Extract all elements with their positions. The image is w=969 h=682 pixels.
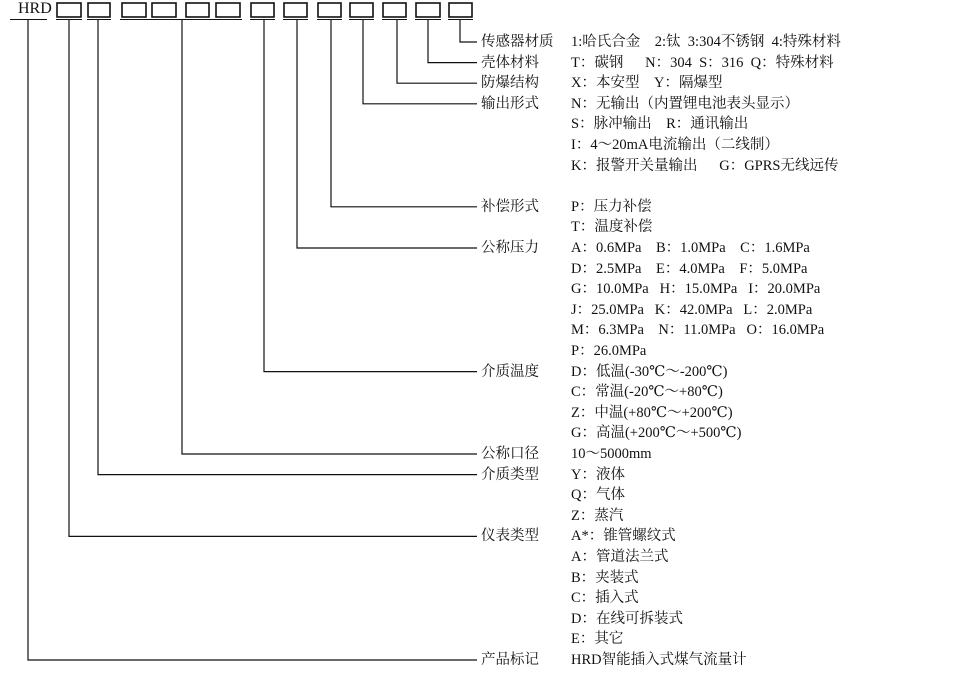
option-line: C：常温(-20℃～+80℃): [571, 384, 723, 401]
option-line: 1:哈氏合金 2:钛 3:304不锈钢 4:特殊材料: [571, 34, 841, 50]
option-line: D：在线可拆装式: [571, 610, 683, 627]
option-line: A：管道法兰式: [571, 549, 669, 565]
option-line: HRD智能插入式煤气流量计: [571, 652, 747, 668]
field-label: 介质温度: [481, 363, 539, 380]
option-line: N：无输出（内置锂电池表头显示）: [571, 95, 799, 112]
field-label: 补偿形式: [481, 198, 539, 215]
option-line: T：碳钢 N：304 S：316 Q：特殊材料: [571, 54, 834, 71]
connector-0: [460, 20, 477, 42]
code-box: [449, 3, 472, 17]
code-box: [416, 3, 440, 17]
option-line: P：26.0MPa: [571, 343, 647, 359]
field-label: 介质类型: [481, 466, 539, 483]
option-line: T：温度补偿: [571, 219, 653, 236]
option-line: A*：锥管螺纹式: [571, 528, 676, 545]
connector-5: [297, 20, 477, 248]
option-line: S：脉冲输出 R：通讯输出: [571, 116, 749, 133]
field-label: 防爆结构: [481, 75, 539, 92]
connector-8: [98, 20, 477, 475]
connector-1: [428, 20, 477, 63]
code-box: [216, 3, 240, 17]
connector-9: [69, 20, 477, 536]
option-line: G：10.0MPa H：15.0MPa I：20.0MPa: [571, 281, 821, 298]
option-line: X：本安型 Y：隔爆型: [571, 75, 723, 92]
model-prefix: HRD: [18, 0, 52, 17]
option-line: Z：中温(+80℃～+200℃): [571, 404, 733, 421]
code-box: [122, 3, 146, 17]
field-label: 公称压力: [481, 240, 539, 256]
field-label: 仪表类型: [481, 528, 539, 545]
field-label: 公称口径: [481, 446, 539, 462]
option-line: A：0.6MPa B：1.0MPa C：1.6MPa: [571, 240, 810, 256]
option-line: M：6.3MPa N：11.0MPa O：16.0MPa: [571, 322, 825, 339]
option-line: G：高温(+200℃～+500℃): [571, 425, 742, 442]
option-line: C：插入式: [571, 590, 639, 607]
connector-7: [182, 20, 477, 454]
option-line: P：压力补偿: [571, 198, 652, 215]
code-box: [383, 3, 406, 17]
option-line: Q：气体: [571, 487, 625, 504]
connector-6: [264, 20, 477, 372]
code-box: [57, 3, 81, 17]
code-box: [88, 3, 110, 17]
connector-4: [331, 20, 477, 207]
option-line: K：报警开关量输出 G：GPRS无线远传: [571, 157, 839, 174]
connector-2: [397, 20, 477, 83]
field-label: 传感器材质: [481, 34, 554, 50]
option-line: D：低温(-30℃～-200℃): [571, 363, 728, 380]
option-line: B：夹装式: [571, 569, 639, 586]
option-line: 10～5000mm: [571, 446, 652, 462]
code-box: [284, 3, 307, 17]
connector-10: [28, 20, 477, 660]
option-line: J：25.0MPa K：42.0MPa L：2.0MPa: [571, 301, 813, 318]
code-box: [251, 3, 274, 17]
option-line: E：其它: [571, 631, 624, 648]
code-box: [186, 3, 209, 17]
field-label: 产品标记: [481, 652, 539, 668]
field-label: 壳体材料: [481, 54, 539, 71]
code-box: [318, 3, 341, 17]
code-box: [152, 3, 176, 17]
option-line: D：2.5MPa E：4.0MPa F：5.0MPa: [571, 260, 808, 277]
option-line: Z：蒸汽: [571, 507, 624, 524]
option-line: I：4～20mA电流输出（二线制）: [571, 137, 779, 153]
code-box: [350, 3, 373, 17]
option-line: Y：液体: [571, 466, 625, 483]
field-label: 输出形式: [481, 95, 539, 112]
